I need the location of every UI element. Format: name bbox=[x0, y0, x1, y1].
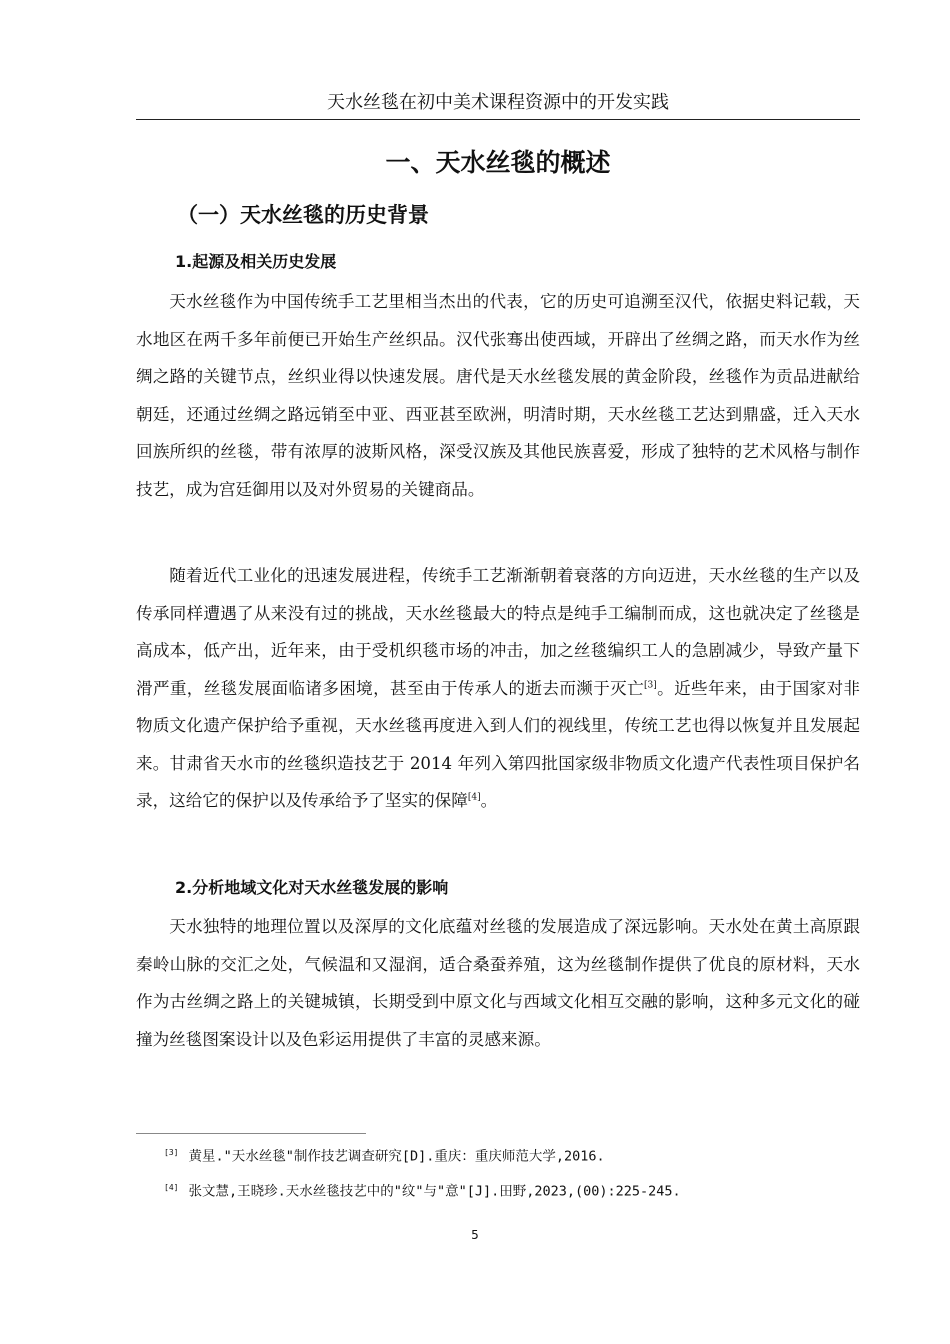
footnote-4 bbox=[164, 1177, 681, 1203]
paragraph-history: 天水丝毯作为中国传统手工艺里相当杰出的代表，它的历史可追溯至汉代，依据史料记载，天水地区在两千多年前便已开始生产丝织品。汉代张骞出使西域，开辟出了丝绸之路，而天水作为丝绸之路的关键节点，丝织业得以快速发展。唐代是天水丝毯发展的黄金阶段，丝毯作为贡品进献给朝廷，还通过丝绸之路远销至中亚、西亚甚至欧洲，明清时期，天水丝毯工艺达到鼎盛，迁入天水回族所织的丝毯，带有浓厚的波斯风格，深受汉族及其他民族喜爱，形成了独特的艺术风格与制作技艺，成为宫廷御用以及对外贸易的关键商品。 bbox=[136, 292, 860, 499]
paragraph-modern-decline bbox=[136, 557, 860, 820]
paragraph-text: 。 bbox=[480, 791, 498, 810]
footnote-text: 张文慧,王晓珍.天水丝毯技艺中的"纹"与"意"[J].田野,2023,(00):225-245. bbox=[188, 1183, 681, 1200]
footnote-divider bbox=[136, 1133, 366, 1134]
running-header: 天水丝毯在初中美术课程资源中的开发实践 bbox=[327, 92, 669, 113]
paragraph-regional-culture: 天水独特的地理位置以及深厚的文化底蕴对丝毯的发展造成了深远影响。天水处在黄土高原跟秦岭山脉的交汇之处，气候温和又湿润，适合桑蚕养殖，这为丝毯制作提供了优良的原材料，天水作为古丝绸之路上的关键城镇，长期受到中原文化与西域文化相互交融的影响，这种多元文化的碰撞为丝毯图案设计以及色彩运用提供了丰富的灵感来源。 bbox=[136, 917, 860, 1049]
footnote-text: 黄星."天水丝毯"制作技艺调查研究[D].重庆：重庆师范大学,2016. bbox=[188, 1148, 605, 1165]
subsection-title-origin: 1.起源及相关历史发展 bbox=[175, 252, 337, 271]
subsection-title-regional-culture: 2.分析地域文化对天水丝毯发展的影响 bbox=[175, 878, 449, 897]
paragraph-text: 随着近代工业化的迅速发展进程，传统手工艺渐渐朝着衰落的方向迈进，天水丝毯的生产以及传承同样遭遇了从来没有过的挑战，天水丝毯最大的特点是纯手工编制而成，这也就决定了丝毯是高成本，低产出，近年来，由于受机织毯市场的冲击，加之丝毯编织工人的急剧减少，导致产量下滑严重，丝毯发展面临诸多困境，甚至由于传承人的逝去而濒于灭亡 bbox=[136, 566, 860, 698]
citation-ref-3[interactable]: [3] bbox=[644, 679, 657, 690]
footnote-3 bbox=[164, 1142, 605, 1168]
footnote-marker: [3] bbox=[164, 1148, 179, 1157]
header-divider bbox=[136, 119, 860, 120]
paragraph-text: 。近些年来，由于国家对非物质文化遗产保护给予重视，天水丝毯再度进入到人们的视线里，传统工艺也得以恢复并且发展起来。甘肃省天水市的丝毯织造技艺于 2014 年列入第四批国家级非物质文化遗产代表性项目保护名录，这给它的保护以及传承给予了坚实的保障 bbox=[136, 678, 861, 810]
page-number: 5 bbox=[471, 1228, 479, 1242]
citation-ref-4[interactable]: [4] bbox=[467, 792, 481, 803]
chapter-title: 一、天水丝毯的概述 bbox=[385, 148, 611, 177]
footnote-marker: [4] bbox=[164, 1183, 179, 1192]
section-title: （一）天水丝毯的历史背景 bbox=[177, 203, 429, 227]
